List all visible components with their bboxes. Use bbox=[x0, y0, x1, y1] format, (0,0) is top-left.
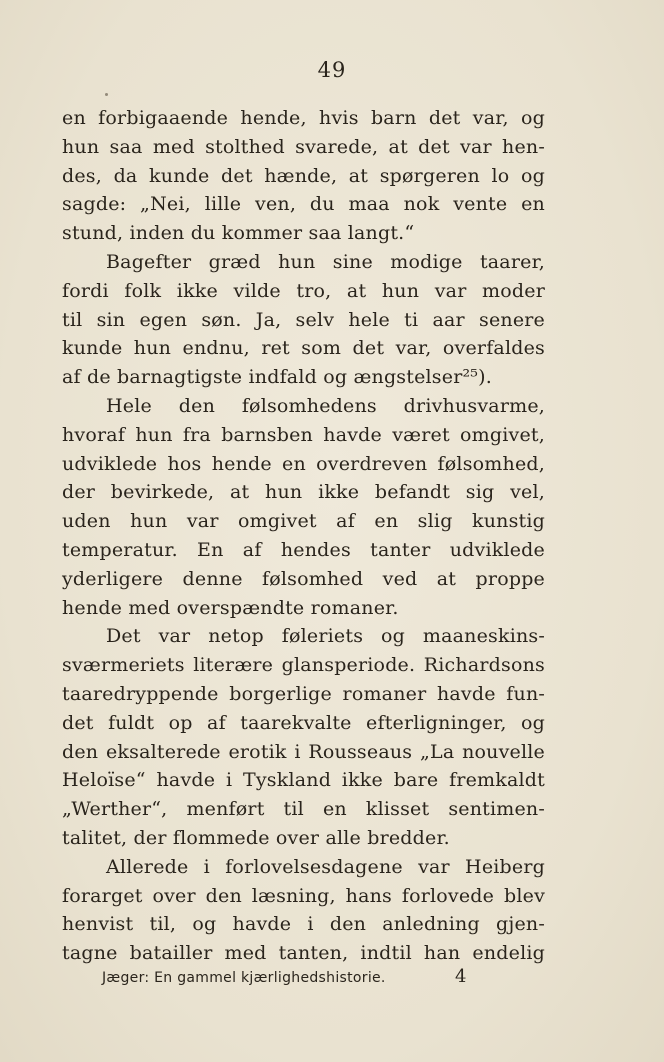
text-line: Hele den følsomhedens drivhusvarme, bbox=[106, 394, 545, 417]
text-line: der bevirkede, at hun ikke befandt sig vel, bbox=[62, 481, 545, 504]
signature-mark: 4 bbox=[455, 966, 467, 987]
text-line: taaredryppende borgerlige romaner havde fun- bbox=[62, 682, 545, 705]
footer-title: Jæger: En gammel kjærlighedshistorie. bbox=[102, 970, 386, 986]
text-line: „Werther“, menført til en klisset sentimen- bbox=[62, 798, 545, 821]
text-line: hvoraf hun fra barnsben havde været omgivet, bbox=[62, 423, 545, 446]
text-line: hun saa med stolthed svarede, at det var hen- bbox=[62, 135, 545, 158]
text-line: talitet, der flommede over alle bredder. bbox=[62, 826, 450, 849]
text-line: tagne batailler med tanten, indtil han endelig bbox=[62, 942, 545, 965]
text-line: den eksalterede erotik i Rousseaus „La nouvelle bbox=[62, 740, 545, 763]
text-line: Allerede i forlovelsesdagene var Heiberg bbox=[106, 855, 545, 878]
text-line: temperatur. En af hendes tanter udviklede bbox=[62, 538, 545, 561]
text-line: des, da kunde det hænde, at spørgeren lo og bbox=[62, 164, 545, 187]
text-line: hende med overspændte romaner. bbox=[62, 596, 399, 619]
page-number: 49 bbox=[317, 58, 347, 82]
text-line: af de barnagtigste indfald og ængstelser²⁵). bbox=[62, 366, 492, 389]
text-line: fordi folk ikke vilde tro, at hun var moder bbox=[62, 279, 545, 302]
text-line: Det var netop føleriets og maaneskins- bbox=[106, 625, 545, 648]
text-line: uden hun var omgivet af en slig kunstig bbox=[62, 510, 545, 533]
text-line: stund, inden du kommer saa langt.“ bbox=[62, 222, 415, 245]
text-line: det fuldt op af taarekvalte efterligninger, og bbox=[62, 711, 545, 734]
text-line: kunde hun endnu, ret som det var, overfaldes bbox=[62, 337, 545, 360]
print-speck bbox=[105, 93, 108, 96]
text-line: en forbigaaende hende, hvis barn det var, og bbox=[62, 107, 545, 129]
text-line: til sin egen søn. Ja, selv hele ti aar senere bbox=[62, 308, 545, 331]
text-line: forarget over den læsning, hans forlovede blev bbox=[62, 884, 545, 907]
body-text bbox=[62, 104, 545, 968]
text-line: sagde: „Nei, lille ven, du maa nok vente en bbox=[62, 193, 545, 216]
text-line: yderligere denne følsomhed ved at proppe bbox=[62, 567, 545, 590]
text-line: henvist til, og havde i den anledning gjen- bbox=[62, 913, 545, 936]
text-line: Bagefter græd hun sine modige taarer, bbox=[106, 250, 545, 273]
text-line: udviklede hos hende en overdreven følsomhed, bbox=[62, 452, 545, 475]
text-line: Heloïse“ havde i Tyskland ikke bare fremkaldt bbox=[62, 769, 545, 792]
text-line: sværmeriets literære glansperiode. Richardsons bbox=[62, 654, 545, 677]
